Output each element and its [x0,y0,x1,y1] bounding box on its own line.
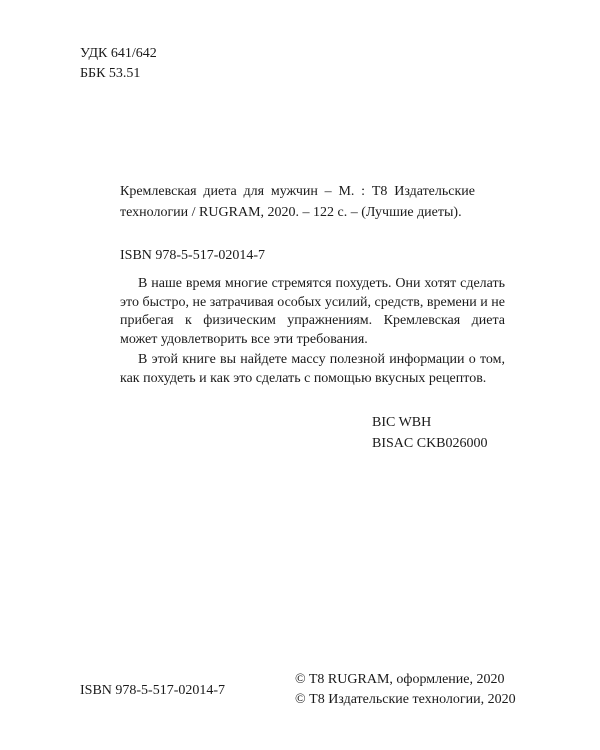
annotation-paragraph-2: В этой книге вы найдете массу полезной информации о том, как похудеть и как это сделать с помощью вкусных рецептов. [120,352,505,386]
classification-block [80,44,157,84]
annotation-paragraph-1: В наше время многие стремятся похудеть. Они хотят сделать это быстро, не затрачивая особых усилий, средств, времени и не прибегая к физическим упражнениям. Кремлевская диета может удовлетворить все эти требования. [120,276,505,347]
subject-codes [372,412,488,454]
copyright-notices [295,670,516,710]
bibliographic-citation: Кремлевская диета для мужчин – М. : Т8 Издательские технологии / RUGRAM, 2020. – 122 с. – (Лучшие диеты). [120,184,475,220]
bbk-code: ББК 53.51 [80,66,141,81]
udk-code: УДК 641/642 [80,46,157,61]
copyright-line-2: © Т8 Издательские технологии, 2020 [295,692,516,707]
isbn-bottom: ISBN 978-5-517-02014-7 [80,683,226,698]
bisac-code: BISAC CKB026000 [372,436,488,451]
isbn-main: ISBN 978-5-517-02014-7 [120,248,266,263]
annotation [120,275,505,388]
copyright-line-1: © T8 RUGRAM, оформление, 2020 [295,672,505,687]
bic-code: BIC WBH [372,415,432,430]
